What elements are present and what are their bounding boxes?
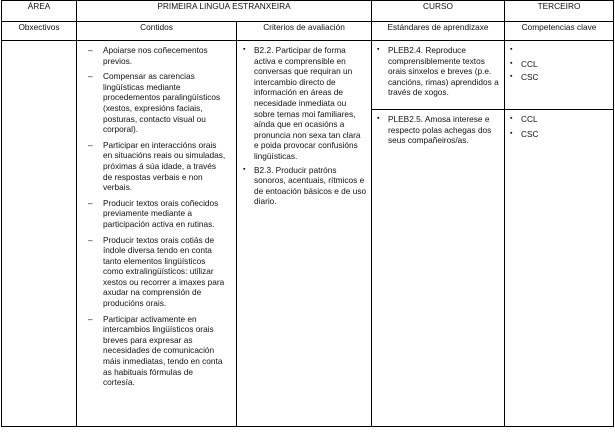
contents-cell <box>77 41 237 427</box>
contents-item: – Producir textos orais cotiás de índole diversa tendo en conta tanto elementos lingüísticos como extralingüísticos: utilizar xestos ou recorrer a imaxes para axudar na comprensión de producións orais. <box>85 235 226 309</box>
standards-heading: Estándares de aprendizaxe <box>372 22 505 41</box>
criteria-item: ▪ B2.3. Producir patróns sonoros, acentuais, rítmicos e de entoación básicos e de uso diario. <box>241 165 367 207</box>
competence-list-2 <box>505 110 613 139</box>
curso-label: CURSO <box>372 1 505 22</box>
criteria-cell <box>237 41 372 427</box>
contents-item: – Participar activamente en intercambios lingüísticos orais breves para expresar as necesidades de comunicación máis inmediatas, tendo en conta as habituais fórmulas de cortesía. <box>85 314 226 388</box>
competence-cell-1 <box>505 41 614 110</box>
competence-item <box>508 45 609 56</box>
standard-item: ▪ PLEB2.4. Reproduce comprensiblemente textos orais sinxelos e breves (p.e. cancións, rimas) aprendidos a través de xogos. <box>375 45 501 98</box>
content-row-1 <box>2 41 614 110</box>
objectives-cell <box>2 41 77 427</box>
subject-title: PRIMEIRA LINGUA ESTRANXEIRA <box>77 1 372 22</box>
curriculum-table <box>1 0 614 427</box>
competence-cell-2 <box>505 110 614 427</box>
competences-heading: Competencias clave <box>505 22 614 41</box>
standard-cell-1 <box>372 41 505 110</box>
contents-heading: Contidos <box>77 22 237 41</box>
competence-list-1 <box>505 41 613 83</box>
objectives-heading: Obxectivos <box>2 22 77 41</box>
standard-item: ▪ PLEB2.5. Amosa interese e respecto polas achegas dos seus compañeiros/as. <box>375 114 501 146</box>
level-label: TERCEIRO <box>505 1 614 22</box>
subheader-row <box>2 22 614 41</box>
contents-item: – Participar en interaccións orais en situacións reais ou simuladas, próximas á súa idade, a través de respostas verbais e non verbais. <box>85 140 226 193</box>
contents-item: – Apoiarse nos coñecementos previos. <box>85 45 226 66</box>
contents-list <box>77 41 236 388</box>
contents-item: – Producir textos orais coñecidos previamente mediante a participación activa en rutinas. <box>85 198 226 230</box>
competence-item: ▪ CSC <box>508 72 609 83</box>
criteria-item: ▪ B2.2. Participar de forma activa e comprensible en conversas que requiran un intercambio directo de información en áreas de necesidade inmediata ou sobre temas moi familiares, aínda que en ocasións a pronuncia non sexa tan clara e poida provocar confusións lingüísticas. <box>241 45 367 162</box>
standard-list-2 <box>372 110 504 146</box>
area-label: ÁREA <box>2 1 77 22</box>
header-row <box>2 1 614 22</box>
criteria-list <box>237 41 371 207</box>
competence-item: ▪ CCL <box>508 59 609 70</box>
criteria-heading: Criterios de avaliación <box>237 22 372 41</box>
competence-item: ▪ CSC <box>508 129 609 140</box>
standard-cell-2 <box>372 110 505 427</box>
contents-item: – Compensar as carencias lingüísticas mediante procedementos paralingüísticos (xestos, expresións faciais, posturas, contacto visual ou corporal). <box>85 71 226 135</box>
competence-item: ▪ CCL <box>508 114 609 125</box>
standard-list-1 <box>372 41 504 98</box>
